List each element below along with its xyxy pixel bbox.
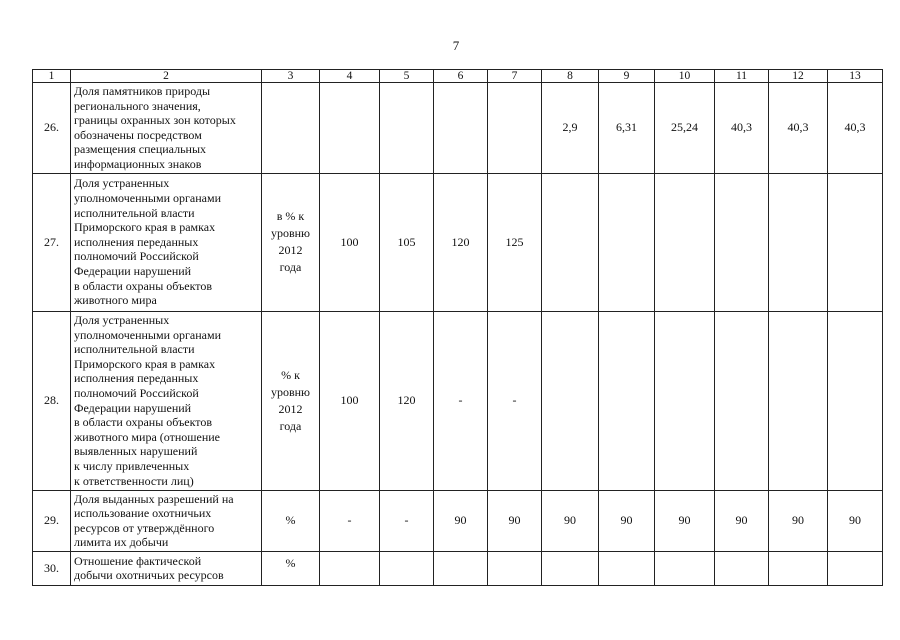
page-number: 7 — [452, 38, 460, 53]
value-cell: 90 — [488, 490, 542, 551]
header-cell: 2 — [71, 70, 262, 83]
table-row — [33, 311, 883, 490]
value-cell: 125 — [488, 173, 542, 311]
row-number: 30. — [33, 551, 71, 585]
value-cell — [488, 551, 542, 585]
row-number: 29. — [33, 490, 71, 551]
value-cell: - — [380, 490, 434, 551]
value-cell: 25,24 — [655, 83, 715, 174]
indicator-name: Доля выданных разрешений на использование охотничьих ресурсов от утверждённого лимита их добычи — [71, 490, 262, 551]
row-number: 27. — [33, 173, 71, 311]
value-cell — [320, 83, 380, 174]
value-cell: 105 — [380, 173, 434, 311]
value-cell — [434, 551, 488, 585]
value-cell: - — [320, 490, 380, 551]
value-cell: 120 — [434, 173, 488, 311]
table-row — [33, 551, 883, 585]
indicator-name: Отношение фактической добычи охотничьих ресурсов — [71, 551, 262, 585]
indicator-name: Доля устраненных уполномоченными органами исполнительной власти Приморского края в рамках исполнения переданных полномочий Российской Федерации нарушений в области охраны объектов животного мира (отношение выявленных нарушений к числу привлеченных к ответственности лиц) — [71, 311, 262, 490]
value-cell — [769, 173, 828, 311]
unit-cell — [262, 83, 320, 174]
value-cell: 90 — [655, 490, 715, 551]
value-cell — [828, 173, 883, 311]
header-cell: 10 — [655, 70, 715, 83]
value-cell — [715, 311, 769, 490]
unit-cell: % — [262, 551, 320, 585]
row-number: 26. — [33, 83, 71, 174]
header-cell: 1 — [33, 70, 71, 83]
value-cell: 90 — [542, 490, 599, 551]
header-cell: 6 — [434, 70, 488, 83]
value-cell: 40,3 — [769, 83, 828, 174]
indicator-name: Доля устраненных уполномоченными органами исполнительной власти Приморского края в рамках исполнения переданных полномочий Российской Федерации нарушений в области охраны объектов животного мира — [71, 173, 262, 311]
value-cell: 100 — [320, 173, 380, 311]
unit-cell: % — [262, 490, 320, 551]
header-cell: 12 — [769, 70, 828, 83]
row-number: 28. — [33, 311, 71, 490]
table-row — [33, 490, 883, 551]
value-cell — [380, 551, 434, 585]
value-cell: 90 — [828, 490, 883, 551]
value-cell — [380, 83, 434, 174]
value-cell: 40,3 — [828, 83, 883, 174]
value-cell — [434, 83, 488, 174]
header-cell: 8 — [542, 70, 599, 83]
value-cell — [828, 551, 883, 585]
header-cell: 7 — [488, 70, 542, 83]
value-cell: 120 — [380, 311, 434, 490]
value-cell: 90 — [769, 490, 828, 551]
indicators-table — [32, 69, 883, 586]
value-cell: 6,31 — [599, 83, 655, 174]
value-cell: 90 — [434, 490, 488, 551]
value-cell: 90 — [599, 490, 655, 551]
value-cell — [488, 83, 542, 174]
value-cell — [655, 551, 715, 585]
value-cell — [655, 173, 715, 311]
value-cell — [599, 173, 655, 311]
value-cell: 40,3 — [715, 83, 769, 174]
value-cell: 2,9 — [542, 83, 599, 174]
header-cell: 5 — [380, 70, 434, 83]
header-cell: 13 — [828, 70, 883, 83]
table-row — [33, 173, 883, 311]
value-cell: 100 — [320, 311, 380, 490]
unit-cell: в % к уровню 2012 года — [262, 173, 320, 311]
value-cell — [542, 311, 599, 490]
value-cell — [320, 551, 380, 585]
value-cell — [599, 551, 655, 585]
value-cell — [599, 311, 655, 490]
header-row — [33, 70, 883, 83]
header-cell: 11 — [715, 70, 769, 83]
value-cell — [542, 173, 599, 311]
value-cell: - — [434, 311, 488, 490]
value-cell: - — [488, 311, 542, 490]
header-cell: 9 — [599, 70, 655, 83]
header-cell: 3 — [262, 70, 320, 83]
value-cell — [715, 173, 769, 311]
value-cell — [769, 311, 828, 490]
table-row — [33, 83, 883, 174]
value-cell — [655, 311, 715, 490]
value-cell — [542, 551, 599, 585]
unit-cell: % к уровню 2012 года — [262, 311, 320, 490]
header-cell: 4 — [320, 70, 380, 83]
value-cell — [715, 551, 769, 585]
value-cell — [769, 551, 828, 585]
value-cell — [828, 311, 883, 490]
value-cell: 90 — [715, 490, 769, 551]
indicator-name: Доля памятников природы регионального значения, границы охранных зон которых обозначены посредством размещения специальных информационных знаков — [71, 83, 262, 174]
